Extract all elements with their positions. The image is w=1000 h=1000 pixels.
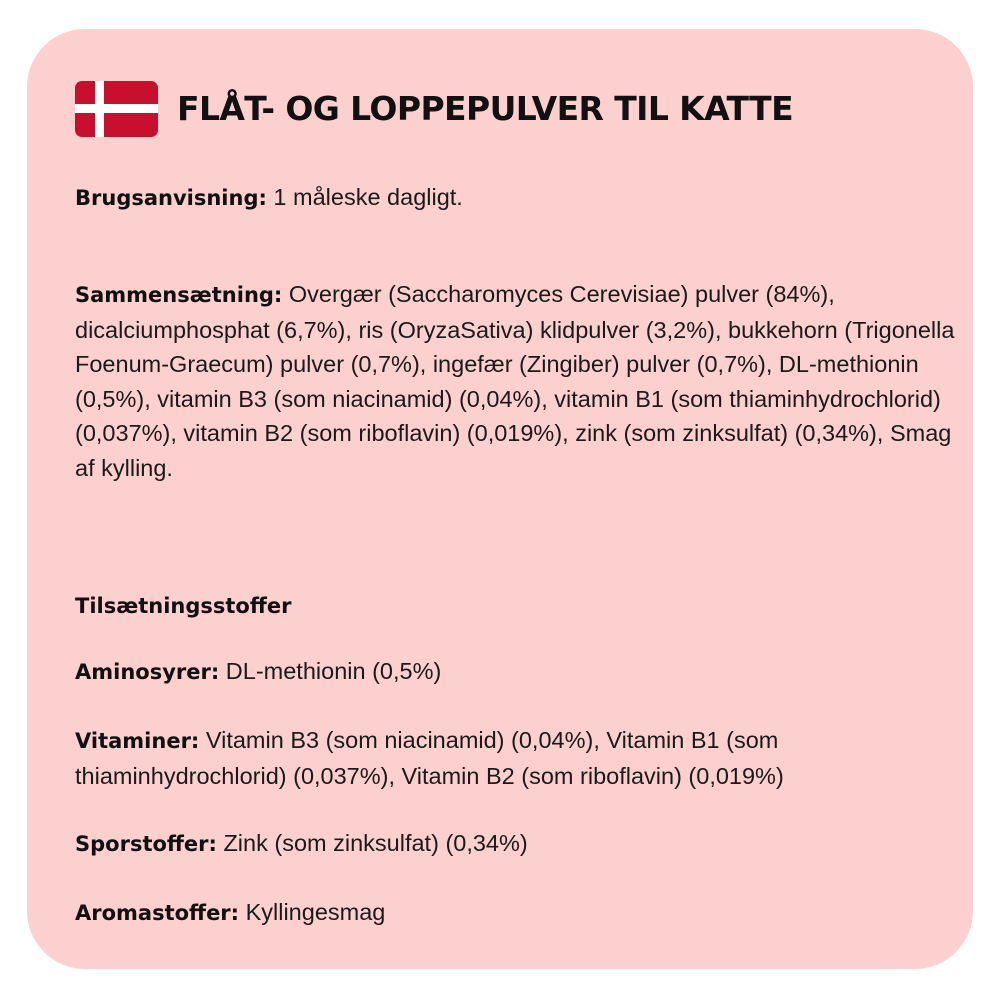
vitamins-label: Vitaminer:: [75, 729, 200, 753]
vitamins-text: Vitamin B3 (som niacinamid) (0,04%), Vitamin B1 (som thiaminhydrochlorid) (0,037%), Vitamin B2 (som riboflavin) (0,019%): [75, 727, 784, 789]
additives-heading: [75, 588, 955, 624]
composition-text: Overgær (Saccharomyces Cerevisiae) pulver (84%), dicalciumphosphat (6,7%), ris (OryzaSativa) klidpulver (3,2%), bukkehorn (Trigonella Foenum-Graecum) pulver (0,7%), ingefær (Zingiber) pulver (0,7%), DL-methionin (0,5%), vitamin B3 (som niacinamid) (0,04%), vitamin B1 (som thiaminhydrochlorid) (0,037%), vitamin B2 (som riboflavin) (0,019%), zink (som zinksulfat) (0,34%), Smag af kylling.: [75, 281, 955, 481]
info-card: [27, 29, 973, 969]
flavourings-text: Kyllingesmag: [245, 899, 386, 925]
vitamins: [75, 723, 955, 793]
flag-horizontal-cross: [75, 104, 158, 113]
trace-elements-label: Sporstoffer:: [75, 832, 217, 856]
usage-label: Brugsanvisning:: [75, 186, 267, 210]
composition: [75, 277, 955, 486]
amino-acids-label: Aminosyrer:: [75, 660, 220, 684]
composition-label: Sammensætning:: [75, 283, 283, 307]
flavourings-label: Aromastoffer:: [75, 901, 240, 925]
additives-heading-text: Tilsætningsstoffer: [75, 594, 292, 618]
trace-elements-text: Zink (som zinksulfat) (0,34%): [223, 830, 528, 856]
amino-acids: [75, 654, 955, 690]
danish-flag-icon: [75, 81, 158, 137]
usage-instructions: [75, 180, 955, 216]
amino-acids-text: DL-methionin (0,5%): [225, 658, 442, 684]
page-title: FLÅT- OG LOPPEPULVER TIL KATTE: [177, 89, 794, 128]
trace-elements: [75, 826, 955, 862]
flavourings: [75, 895, 955, 931]
usage-text: 1 måleske dagligt.: [273, 184, 463, 210]
